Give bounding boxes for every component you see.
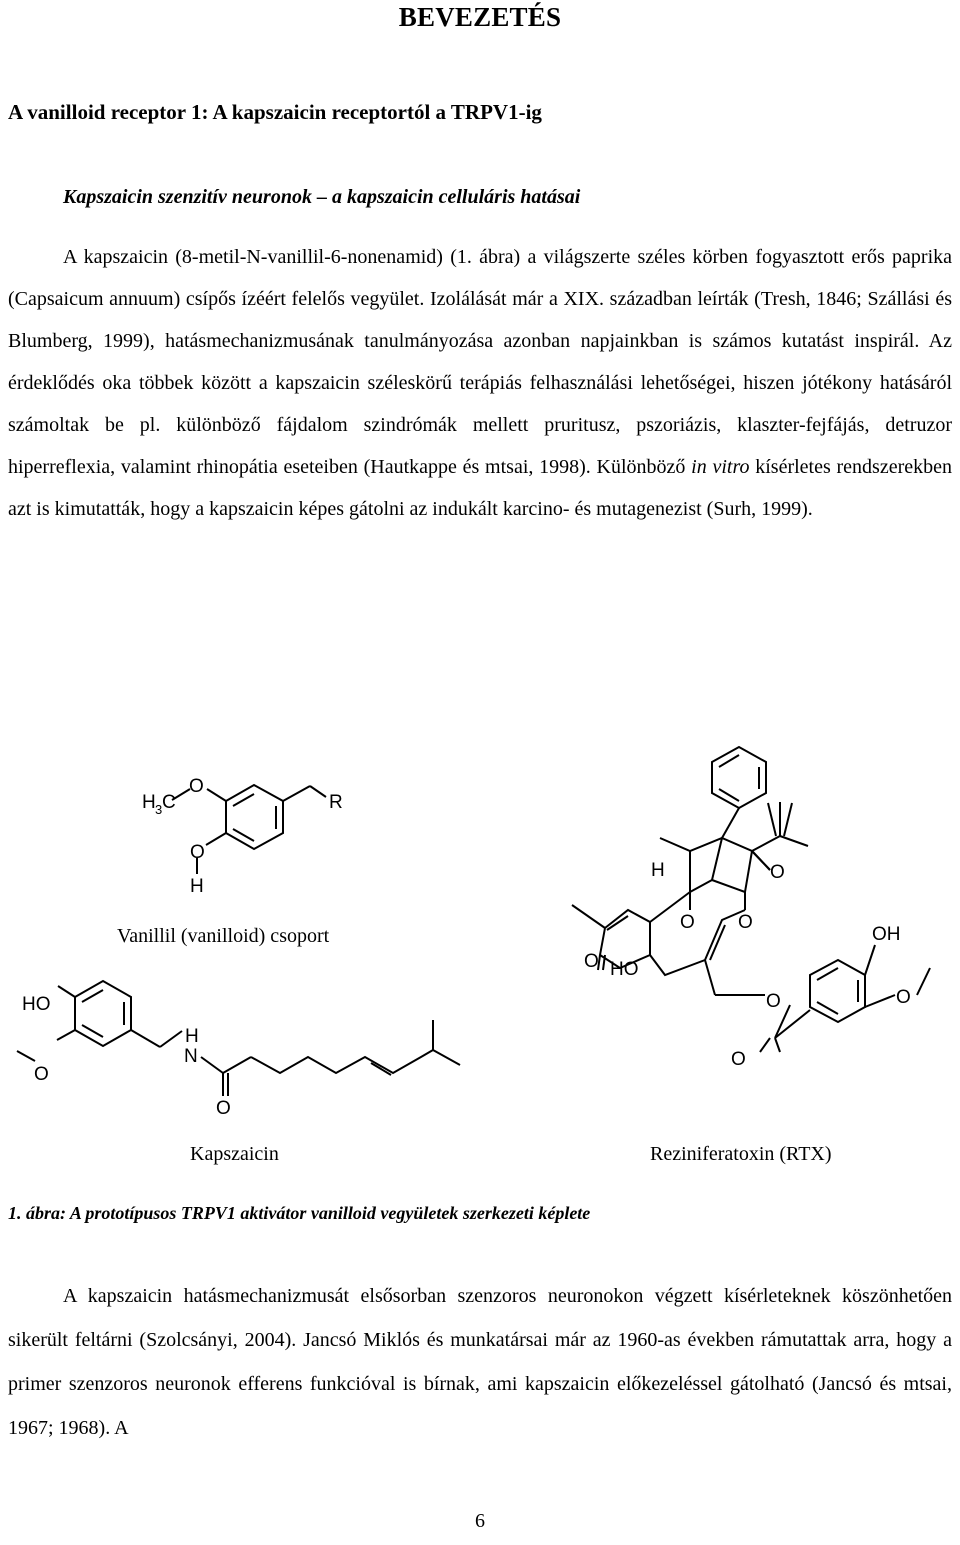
h3c-h: H xyxy=(142,792,156,813)
atom-o-5: O xyxy=(680,912,695,933)
figure-caption: 1. ábra: A prototípusos TRPV1 aktivátor vanilloid vegyületek szerkezeti képlete xyxy=(8,1203,591,1223)
capsaicin-label: Kapszaicin xyxy=(190,1143,279,1165)
atom-o-4: O xyxy=(216,1098,231,1119)
rtx-label: Reziniferatoxin (RTX) xyxy=(650,1143,832,1165)
h3c-sub: 3 xyxy=(155,802,163,817)
page-title: BEVEZETÉS xyxy=(398,2,562,32)
capsaicin-structure xyxy=(17,981,460,1119)
vanillyl-structure xyxy=(142,776,343,897)
intro-paragraph-text-1: A kapszaicin (8-metil-N-vanillil-6-nonenamid) (1. ábra) a világszerte széles körben fogyasztott erős paprika (Capsaicum annuum) csípős ízéért felelős vegyület. Izolálását már a XIX. században leírták (Tresh, 1846; Szállási és Blumberg, 1999), hatásmechanizmusának tanulmányozása azonban napjainkban is számos kutatást inspirál. Az érdeklődés oka többek között a kapszaicin széleskörű terápiás felhasználási lehetőségei, hiszen jótékony hatásáról számoltak be pl. különböző fájdalom szindrómák mellett pruritusz, pszoriázis, klaszter-fejfájás, detruzor hiperreflexia, valamint rhinopátia eseteiben (Hautkappe és mtsai, 1998). Különböző xyxy=(8,246,952,478)
atom-oh: OH xyxy=(872,924,901,945)
atom-o-9: O xyxy=(766,991,781,1012)
page-number: 6 xyxy=(475,1510,485,1532)
atom-o-2: O xyxy=(190,842,205,863)
atom-o-11: O xyxy=(896,987,911,1008)
atom-o-6: O xyxy=(738,912,753,933)
atom-o-1: O xyxy=(189,776,204,797)
atom-ho-1: HO xyxy=(22,994,51,1015)
section-heading: A vanilloid receptor 1: A kapszaicin receptortól a TRPV1-ig xyxy=(8,100,542,124)
atom-n: N xyxy=(184,1046,198,1067)
atom-ho-2: HO xyxy=(610,959,639,980)
atom-o-10: O xyxy=(731,1049,746,1070)
atom-h-3: H xyxy=(651,860,665,881)
atom-o-3: O xyxy=(34,1064,49,1085)
intro-paragraph-italic: in vitro xyxy=(691,456,750,478)
intro-paragraph-text-2: kísérletes rendszerekben azt is kimutatták, hogy a kapszaicin képes gátolni az indukált karcino- és mutagenezist (Surh, 1999). xyxy=(8,456,953,520)
atom-h-1: H xyxy=(190,876,204,897)
second-paragraph xyxy=(8,1274,952,1450)
atom-r: R xyxy=(329,792,343,813)
atom-h-2: H xyxy=(185,1026,199,1047)
atom-o-8: O xyxy=(584,951,599,972)
second-paragraph-text: A kapszaicin hatásmechanizmusát elsősorban szenzoros neuronokon végzett kísérleteknek köszönhetően sikerült feltárni (Szolcsányi, 2004). Jancsó Miklós és munkatársai már az 1960-as években rámutattak arra, hogy a primer szenzoros neuronok efferens funkcióval is bírnak, ami kapszaicin előkezeléssel gátolható (Jancsó és mtsai, 1967; 1968). A xyxy=(8,1285,952,1439)
vanillyl-label: Vanillil (vanilloid) csoport xyxy=(117,925,330,947)
atom-o-7: O xyxy=(770,862,785,883)
subsection-heading: Kapszaicin szenzitív neuronok – a kapszaicin celluláris hatásai xyxy=(63,186,581,208)
h3c-c: C xyxy=(162,792,176,813)
rtx-structure xyxy=(572,747,930,1070)
